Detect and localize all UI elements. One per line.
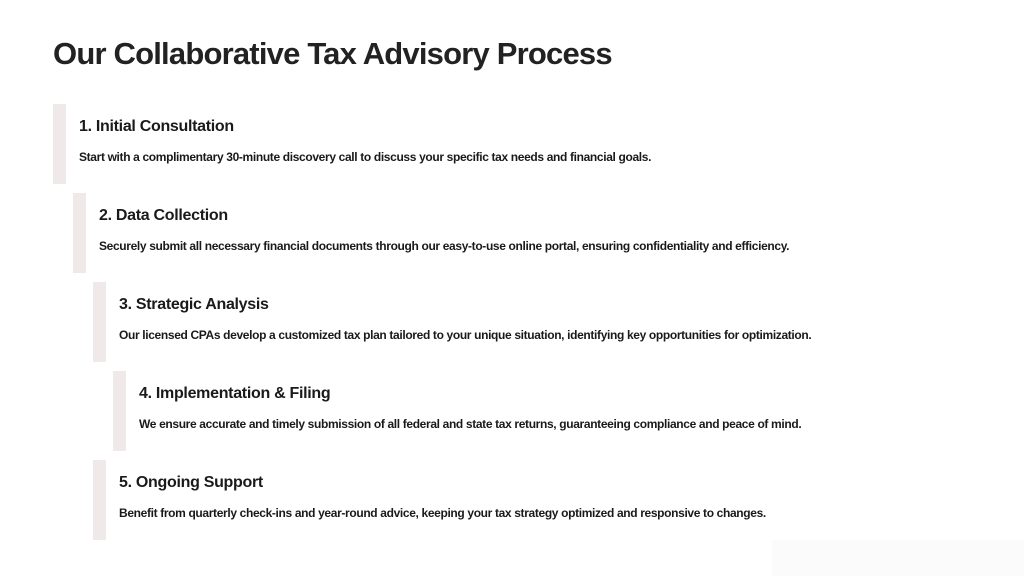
step-description: Our licensed CPAs develop a customized tax plan tailored to your unique situation, identifying key opportunities for optimization. — [119, 328, 812, 342]
step-title: 2. Data Collection — [99, 207, 228, 224]
step-accent-bar — [53, 104, 66, 184]
corner-shade — [772, 540, 1024, 576]
step-accent-bar — [113, 371, 126, 451]
step-description: Benefit from quarterly check-ins and year-round advice, keeping your tax strategy optimized and responsive to changes. — [119, 506, 766, 520]
step-title: 5. Ongoing Support — [119, 474, 263, 491]
step-accent-bar — [93, 460, 106, 540]
step-accent-bar — [73, 193, 86, 273]
step-title: 3. Strategic Analysis — [119, 296, 269, 313]
step-description: We ensure accurate and timely submission of all federal and state tax returns, guaranteeing compliance and peace of mind. — [139, 417, 802, 431]
step-description: Securely submit all necessary financial documents through our easy-to-use online portal, ensuring confidentiality and efficiency. — [99, 239, 790, 253]
step-accent-bar — [93, 282, 106, 362]
step-description: Start with a complimentary 30-minute discovery call to discuss your specific tax needs and financial goals. — [79, 150, 652, 164]
step-title: 1. Initial Consultation — [79, 118, 234, 135]
slide-title: Our Collaborative Tax Advisory Process — [53, 36, 612, 71]
step-title: 4. Implementation & Filing — [139, 385, 331, 402]
